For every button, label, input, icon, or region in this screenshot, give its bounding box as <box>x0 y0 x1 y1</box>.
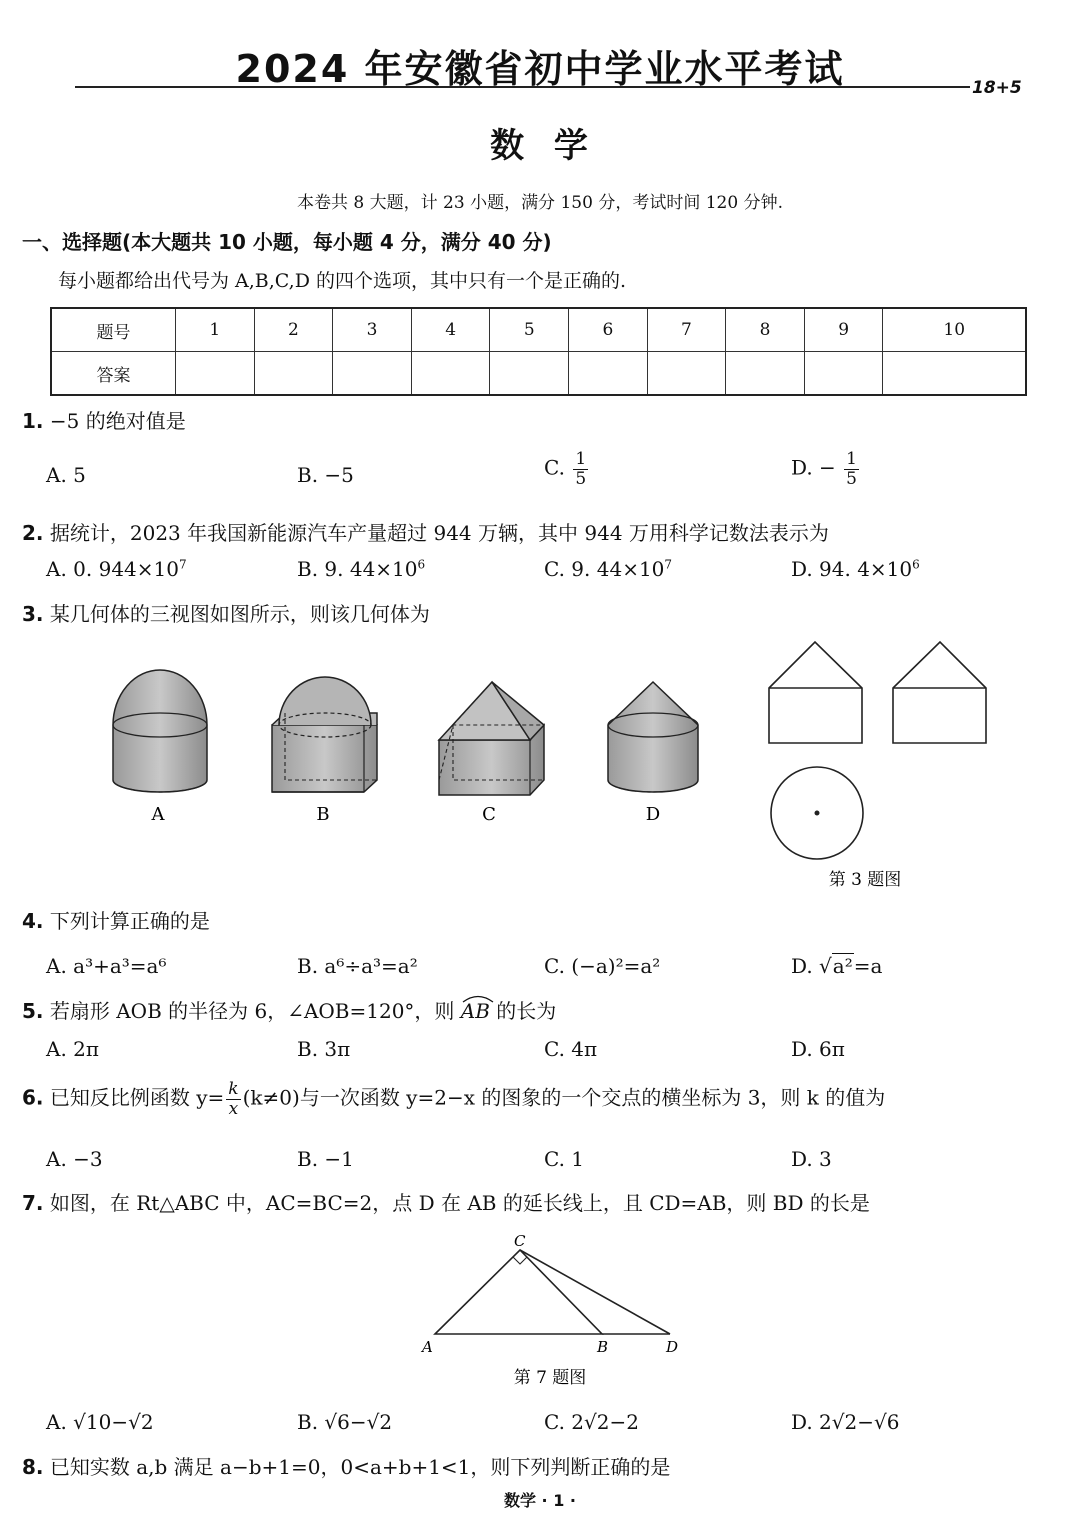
point-label: B <box>597 1338 609 1356</box>
option-c[interactable]: C. 4π <box>544 1037 598 1061</box>
table-row <box>51 308 1026 352</box>
question-3 <box>22 598 430 627</box>
table-cell: 7 <box>647 308 726 352</box>
answer-table <box>50 307 1027 396</box>
option-a[interactable]: A. √10−√2 <box>46 1410 154 1434</box>
solid-b-figure[interactable] <box>272 677 377 792</box>
fraction <box>226 1080 240 1118</box>
table-row <box>51 352 1026 396</box>
question-4 <box>22 905 210 934</box>
option-d[interactable]: D. 3 <box>791 1147 832 1171</box>
option-d[interactable]: D. 2√2−√6 <box>791 1410 900 1434</box>
table-header-cell: 题号 <box>51 308 176 352</box>
option-b[interactable]: B. 3π <box>297 1037 351 1061</box>
option-a[interactable]: A. −3 <box>46 1147 103 1171</box>
arc-mark-icon <box>461 993 495 1003</box>
front-view-figure <box>769 642 862 743</box>
denominator: 5 <box>575 468 587 489</box>
option-d[interactable] <box>791 557 920 581</box>
question-text: −5 的绝对值是 <box>49 409 186 433</box>
figure-caption: 第 3 题图 <box>828 870 902 890</box>
question-number: 8. <box>22 1455 44 1479</box>
question-number: 3. <box>22 602 44 626</box>
figure-label: B <box>316 804 330 825</box>
option-b[interactable]: B. −5 <box>297 463 354 487</box>
figure-caption: 第 7 题图 <box>513 1368 587 1388</box>
side-view-figure <box>893 642 986 743</box>
answer-cell[interactable] <box>569 352 648 396</box>
question-2 <box>22 517 829 546</box>
option-text: D. 94. 4×10 <box>791 557 913 581</box>
question-text: 某几何体的三视图如图所示，则该几何体为 <box>49 602 430 626</box>
point-label: C <box>514 1232 526 1250</box>
solid-d-figure[interactable] <box>608 682 698 792</box>
section-title: 一、选择题(本大题共 10 小题，每小题 4 分，满分 40 分) <box>22 230 552 254</box>
question-text: 的长为 <box>489 999 557 1023</box>
question-7 <box>22 1187 870 1216</box>
exponent: 6 <box>417 557 426 572</box>
denominator: x <box>228 1098 239 1119</box>
question-text: 已知反比例函数 y= <box>49 1085 225 1110</box>
numerator: 1 <box>575 449 587 469</box>
option-label: D. √ <box>791 954 832 978</box>
fraction <box>844 450 859 488</box>
option-b[interactable] <box>297 557 425 581</box>
option-a[interactable]: A. 2π <box>46 1037 100 1061</box>
option-text: A. 0. 944×10 <box>46 557 179 581</box>
question-number: 6. <box>22 1085 44 1110</box>
numerator: 1 <box>846 449 857 469</box>
exponent: 7 <box>178 557 187 572</box>
numerator: k <box>228 1079 239 1099</box>
answer-cell[interactable] <box>176 352 255 396</box>
answer-cell[interactable] <box>333 352 412 396</box>
table-cell: 8 <box>726 308 805 352</box>
exponent: 7 <box>664 557 673 572</box>
answer-cell[interactable] <box>254 352 333 396</box>
option-label: C. <box>544 455 565 480</box>
option-text: =a <box>853 954 883 978</box>
exam-title: 2024 年安徽省初中学业水平考试 <box>235 47 845 91</box>
option-a[interactable] <box>46 557 187 581</box>
question-number: 5. <box>22 999 44 1023</box>
option-c[interactable]: C. (−a)²=a² <box>544 954 661 978</box>
answer-cell[interactable] <box>804 352 883 396</box>
table-cell: 5 <box>490 308 569 352</box>
top-view-figure <box>771 767 863 859</box>
arc-notation <box>461 999 490 1023</box>
option-c[interactable]: C. 1 <box>544 1147 585 1171</box>
table-cell: 9 <box>804 308 883 352</box>
answer-cell[interactable] <box>726 352 805 396</box>
arc-label: AB <box>460 999 490 1023</box>
section-instruction: 每小题都给出代号为 A,B,C,D 的四个选项，其中只有一个是正确的. <box>58 270 627 292</box>
figure-label: C <box>482 804 496 825</box>
question-text: (k≠0)与一次函数 y=2−x 的图象的一个交点的横坐标为 3，则 k 的值为 <box>242 1085 886 1110</box>
option-d[interactable]: D. 6π <box>791 1037 845 1061</box>
table-cell: 2 <box>254 308 333 352</box>
exam-note: 本卷共 8 大题，计 23 小题，满分 150 分，考试时间 120 分钟. <box>297 193 783 213</box>
table-cell: 4 <box>411 308 490 352</box>
page-code: 18+5 <box>972 78 1022 98</box>
fraction <box>573 450 588 488</box>
question-text: 如图，在 Rt△ABC 中，AC=BC=2，点 D 在 AB 的延长线上，且 CD=AB，则 BD 的长是 <box>49 1191 870 1215</box>
option-text: B. 9. 44×10 <box>297 557 418 581</box>
table-cell: 3 <box>333 308 412 352</box>
answer-cell[interactable] <box>647 352 726 396</box>
question-text: 据统计，2023 年我国新能源汽车产量超过 944 万辆，其中 944 万用科学记数法表示为 <box>49 521 829 545</box>
denominator: 5 <box>846 468 857 489</box>
solid-a-figure[interactable] <box>113 670 207 792</box>
question-6 <box>22 1080 885 1118</box>
subject-title: 数 学 <box>490 126 590 166</box>
question-8 <box>22 1451 670 1480</box>
point-label: A <box>422 1338 433 1356</box>
q7-triangle-figure <box>400 1228 700 1398</box>
point-label: D <box>666 1338 679 1356</box>
question-5 <box>22 995 556 1024</box>
answer-cell[interactable] <box>490 352 569 396</box>
answer-cell[interactable] <box>883 352 1026 396</box>
question-1 <box>22 405 186 434</box>
table-header-cell: 答案 <box>51 352 176 396</box>
option-b[interactable]: B. −1 <box>297 1147 354 1171</box>
radicand: a² <box>832 954 853 978</box>
question-number: 1. <box>22 409 44 433</box>
table-cell: 10 <box>883 308 1026 352</box>
header-rule <box>75 86 970 88</box>
figure-label: A <box>151 804 165 825</box>
page-footer: 数学 · 1 · <box>503 1491 576 1510</box>
question-text: 已知实数 a,b 满足 a−b+1=0，0<a+b+1<1，则下列判断正确的是 <box>49 1455 671 1479</box>
exponent: 6 <box>912 557 920 572</box>
option-d[interactable] <box>791 450 861 488</box>
option-c[interactable] <box>544 450 590 488</box>
figure-label: D <box>645 804 661 825</box>
option-a[interactable]: A. a³+a³=a⁶ <box>46 954 167 978</box>
option-d[interactable] <box>791 954 882 978</box>
question-text: 若扇形 AOB 的半径为 6，∠AOB=120°，则 <box>49 999 461 1023</box>
option-text: C. 9. 44×10 <box>544 557 665 581</box>
answer-cell[interactable] <box>411 352 490 396</box>
question-number: 7. <box>22 1191 44 1215</box>
solid-c-figure[interactable] <box>439 682 544 795</box>
option-a[interactable]: A. 5 <box>46 463 86 487</box>
option-c[interactable] <box>544 557 672 581</box>
table-cell: 1 <box>176 308 255 352</box>
q3-figures <box>0 630 1080 900</box>
table-cell: 6 <box>569 308 648 352</box>
option-c[interactable]: C. 2√2−2 <box>544 1410 639 1434</box>
option-b[interactable]: B. a⁶÷a³=a² <box>297 954 418 978</box>
option-b[interactable]: B. √6−√2 <box>297 1410 393 1434</box>
question-number: 4. <box>22 909 44 933</box>
option-label: D. − <box>791 455 836 480</box>
question-text: 下列计算正确的是 <box>49 909 210 933</box>
question-number: 2. <box>22 521 44 545</box>
